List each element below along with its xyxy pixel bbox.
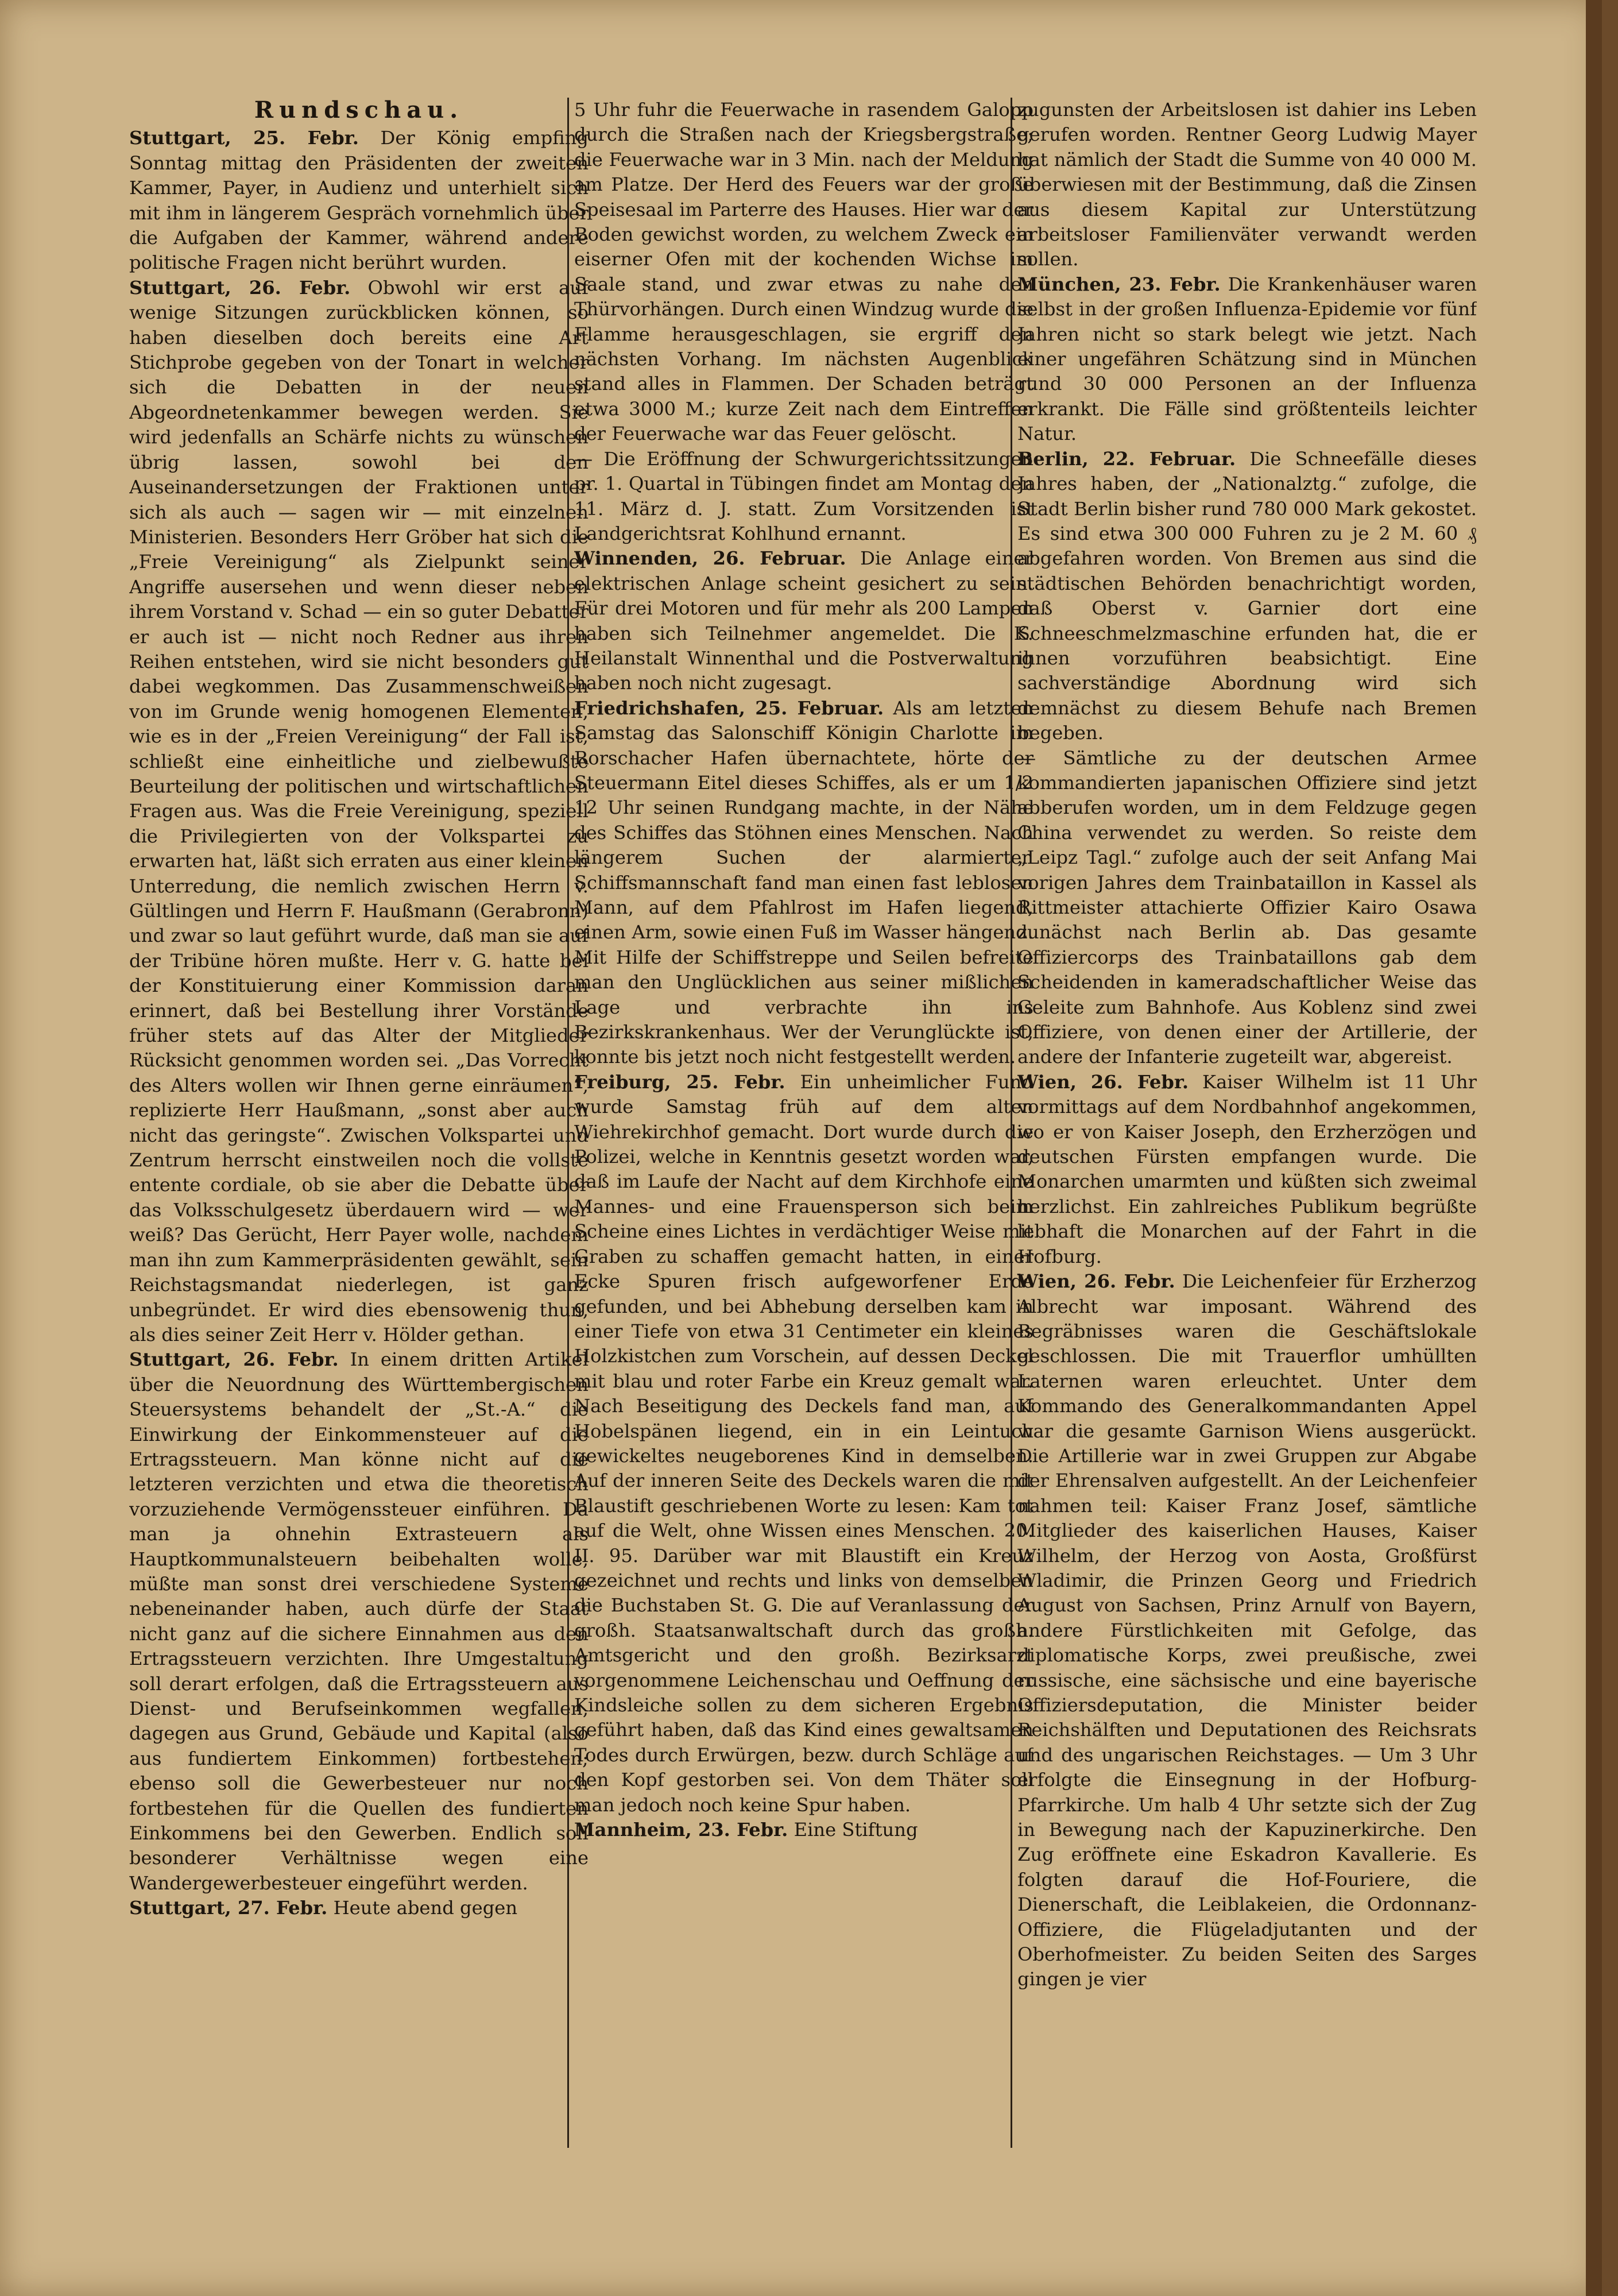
article-text: — Sämtliche zu der deutschen Armee kommandierten japanischen Offiziere sind jetzt abberufen worden, um in dem Feldzuge gegen China verwendet zu werden. So reiste dem „Leipz Tagl.“ zufolge auch der seit Anfang Mai vorigen Jahres dem Trainbataillon in Kassel als Rittmeister attachierte Offizier Kairo Osawa zunächst nach Berlin ab. Das gesamte Offiziercorps des Trainbataillons gab dem Scheidenden in kameradschaftlicher Weise das Geleite zum Bahnhofe. Aus Koblenz sind zwei Offiziere, von denen einer der Artillerie, der andere der Infanterie zugeteilt war, abgereist. <box>1017 747 1477 1068</box>
article-text: Der König empfing Sonntag mittag den Präsidenten der zweiten Kammer, Payer, in Audienz und unterhielt sich mit ihm in längerem Gespräch vornehmlich über die Aufgaben der Kammer, während andere politische Fragen nicht berührt wurden. <box>129 127 589 274</box>
article-paragraph <box>129 126 589 275</box>
article-text: Die Leichenfeier für Erzherzog Albrecht war imposant. Während des Begräbnisses waren die Geschäftslokale geschlossen. Die mit Trauerflor umhüllten Laternen waren erleuchtet. Unter dem Kommando des Generalkommandanten Appel war die gesamte Garnison Wiens ausgerückt. Die Artillerie war in zwei Gruppen zur Abgabe der Ehrensalven aufgestellt. An der Leichenfeier nahmen teil: Kaiser Franz Josef, sämtliche Mitglieder des kaiserlichen Hauses, Kaiser Wilhelm, der Herzog von Aosta, Großfürst Wladimir, die Prinzen Georg und Friedrich August von Sachsen, Prinz Arnulf von Bayern, andere Fürstlichkeiten mit Gefolge, das diplomatische Korps, zwei preußische, zwei russische, eine sächsische und eine bayerische Offiziersdeputation, die Minister beider Reichshälften und Deputationen des Reichsrats und des ungarischen Reichstages. — Um 3 Uhr erfolgte die Einsegnung in der Hofburg-Pfarrkirche. Um halb 4 Uhr setzte sich der Zug in Bewegung nach der Kapuzinerkirche. Den Zug eröffnete eine Eskadron Kavallerie. Es folgten darauf die Hof-Fouriere, die Dienerschaft, die Leiblakeien, die Ordonnanz-Offiziere, die Flügeladjutanten und der Oberhofmeister. Zu beiden Seiten des Sarges gingen je vier <box>1017 1270 1477 1990</box>
article-paragraph <box>129 276 589 1347</box>
dateline: Stuttgart, 26. Febr. <box>129 1348 339 1371</box>
article-text: Die Krankenhäuser waren selbst in der großen Influenza-Epidemie vor fünf Jahren nicht so stark belegt wie jetzt. Nach einer ungefähren Schätzung sind in München rund 30 000 Personen an der Influenza erkrankt. Die Fälle sind größtenteils leichter Natur. <box>1017 273 1477 445</box>
dateline: München, 23. Febr. <box>1017 273 1221 295</box>
article-text: Die Schneefälle dieses Jahres haben, der „Nationalztg.“ zufolge, die Stadt Berlin bisher rund 780 000 Mark gekostet. Es sind etwa 300 000 Fuhren zu je 2 M. 60 ₰ abgefahren worden. Von Bremen aus sind die städtischen Behörden benachrichtigt worden, daß Oberst v. Garnier dort eine Schneeschmelzmaschine erfunden hat, die er ihnen vorzuführen beabsichtigt. Eine sachverständige Abordnung wird sich demnächst zu diesem Behufe nach Bremen begeben. <box>1017 447 1477 744</box>
article-text: Kaiser Wilhelm ist 11 Uhr vormittags auf dem Nordbahnhof angekommen, wo er von Kaiser Joseph, den Erzherzögen und deutschen Fürsten empfangen wurde. Die Monarchen umarmten und küßten sich zweimal herzlichst. Ein zahlreiches Publikum begrüßte lebhaft die Monarchen auf der Fahrt in die Hofburg. <box>1017 1070 1477 1267</box>
article-paragraph <box>574 1818 1033 1842</box>
dateline: Freiburg, 25. Febr. <box>574 1070 785 1093</box>
column-3-body <box>1017 98 1477 1992</box>
dateline: Wien, 26. Febr. <box>1017 1270 1175 1293</box>
article-paragraph <box>574 98 1033 447</box>
article-paragraph <box>1017 447 1477 746</box>
dateline: Mannheim, 23. Febr. <box>574 1819 788 1841</box>
article-paragraph <box>129 1347 589 1896</box>
article-text: Eine Stiftung <box>788 1819 918 1841</box>
dateline: Berlin, 22. Februar. <box>1017 447 1236 470</box>
article-text: Als am letzten Samstag das Salonschiff Königin Charlotte im Rorschacher Hafen übernachtete, hörte der Steuermann Eitel dieses Schiffes, als er um 1/2 12 Uhr seinen Rundgang machte, in der Nähe des Schiffes das Stöhnen eines Menschen. Nach längerem Suchen der alarmierten Schiffsmannschaft fand man einen fast leblosen Mann, auf dem Pfahlrost im Hafen liegend, einen Arm, sowie einen Fuß im Wasser hängend. Mit Hilfe der Schiffstreppe und Seilen befreite man den Unglücklichen aus seiner mißlichen Lage und verbrachte ihn ins Bezirkskrankenhaus. Wer der Verunglückte ist, konnte bis jetzt noch nicht festgestellt werden. <box>574 697 1033 1068</box>
article-paragraph <box>129 1896 589 1920</box>
column-1 <box>129 98 589 2257</box>
dateline: Friedrichshafen, 25. Februar. <box>574 697 884 719</box>
dateline: Stuttgart, 27. Febr. <box>129 1897 328 1919</box>
article-text: Ein unheimlicher Fund wurde Samstag früh auf dem alten Wiehrekirchhof gemacht. Dort wurde durch die Polizei, welche in Kenntnis gesetzt worden war, daß im Laufe der Nacht auf dem Kirchhofe eine Mannes- und eine Frauensperson sich beim Scheine eines Lichtes in verdächtiger Weise mit Graben zu schaffen gemacht hatten, in einer Ecke Spuren frisch aufgeworfener Erde gefunden, und bei Abhebung derselben kam in einer Tiefe von etwa 31 Centimeter ein kleines Holzkistchen zum Vorschein, auf dessen Deckel mit blau und roter Farbe ein Kreuz gemalt war. Nach Beseitigung des Deckels fand man, auf Hobelspänen liegend, ein in ein Leintuch gewickeltes neugeborenes Kind in demselben. Auf der inneren Seite des Deckels waren die mit Blaustift geschriebenen Worte zu lesen: Kam tot auf die Welt, ohne Wissen eines Menschen. 20. II. 95. Darüber war mit Blaustift ein Kreuz gezeichnet und rechts und links von demselben die Buchstaben St. G. Die auf Veranlassung der großh. Staatsanwaltschaft durch das großh. Amtsgericht und den großh. Bezirksarzt vorgenommene Leichenschau und Oeffnung der Kindsleiche sollen zu dem sicheren Ergebnis geführt haben, daß das Kind eines gewaltsamen Todes durch Erwürgen, bezw. durch Schläge auf den Kopf gestorben sei. Von dem Thäter soll man jedoch noch keine Spur haben. <box>574 1070 1033 1816</box>
column-1-body <box>129 126 589 1920</box>
page-edge <box>1586 0 1602 2296</box>
article-text: Obwohl wir erst auf wenige Sitzungen zurückblicken können, so haben dieselben doch bereits eine Art Stichprobe gegeben von der Tonart in welcher sich die Debatten in der neuen Abgeordnetenkammer bewegen werden. Sie wird jedenfalls an Schärfe nichts zu wünschen übrig lassen, sowohl bei den Auseinandersetzungen der Fraktionen unter sich als auch — sagen wir — mit einzelnen Ministerien. Besonders Herr Gröber hat sich die „Freie Vereinigung“ als Zielpunkt seiner Angriffe ausersehen und wenn dieser neben ihrem Vorstand v. Schad — ein so guter Debatter er auch ist — nicht noch Redner aus ihren Reihen entstehen, wird sie nicht besonders gut dabei wegkommen. Das Zusammenschweißen von im Grunde wenig homogenen Elementen, wie es in der „Freien Vereinigung“ der Fall ist, schließt eine einheitliche und zielbewußte Beurteilung der politischen und wirtschaftlichen Fragen aus. Was die Freie Vereinigung, speziell die Privilegierten von der Volkspartei zu erwarten hat, läßt sich erraten aus einer kleinen Unterredung, die nemlich zwischen Herrn v. Gültlingen und Herrn F. Haußmann (Gerabronn) und zwar so laut geführt wurde, daß man sie auf der Tribüne hören mußte. Herr v. G. hatte bei der Konstituierung einer Kommission daran erinnert, daß bei Bestellung ihrer Vorstände früher stets auf das Alter der Mitglieder Rücksicht genommen worden sei. „Das Vorrecht des Alters wollen wir Ihnen gerne einräumen“, replizierte Herr Haußmann, „sonst aber auch nicht das geringste“. Zwischen Volkspartei und Zentrum herrscht einstweilen noch die vollste entente cordiale, ob sie aber die Debatte über das Volksschulgesetz überdauern wird — wer weiß? Das Gerücht, Herr Payer wolle, nachdem man ihn zum Kammerpräsidenten gewählt, sein Reichstagsmandat niederlegen, ist ganz unbegründet. Er wird dies ebensowenig thun, als dies seiner Zeit Herr v. Hölder gethan. <box>129 276 589 1346</box>
article-text: Heute abend gegen <box>327 1897 518 1919</box>
column-2-body <box>574 98 1033 1842</box>
article-paragraph <box>1017 98 1477 272</box>
section-title: Rundschau. <box>254 98 464 123</box>
article-text: — Die Eröffnung der Schwurgerichtssitzungen pr. 1. Quartal in Tübingen findet am Montag den 11. März d. J. statt. Zum Vorsitzenden ist Landgerichtsrat Kohlhund ernannt. <box>574 447 1033 544</box>
article-text: 5 Uhr fuhr die Feuerwache in rasendem Galopp durch die Straßen nach der Kriegsbergstraße; die Feuerwache war in 3 Min. nach der Meldung am Platze. Der Herd des Feuers war der große Speisesaal im Parterre des Hauses. Hier war der Boden gewichst worden, zu welchem Zweck ein eiserner Ofen mit der kochenden Wichse im Saale stand, und zwar etwas zu nahe den Thürvorhängen. Durch einen Windzug wurde die Flamme herausgeschlagen, sie ergriff den nächsten Vorhang. Im nächsten Augenblick stand alles in Flammen. Der Schaden beträgt etwa 3000 M.; kurze Zeit nach dem Eintreffen der Feuerwache war das Feuer gelöscht. <box>574 99 1033 445</box>
article-paragraph <box>574 447 1033 547</box>
dateline: Wien, 26. Febr. <box>1017 1070 1189 1093</box>
dateline: Stuttgart, 26. Febr. <box>129 276 351 299</box>
article-paragraph <box>1017 746 1477 1070</box>
article-paragraph <box>1017 1269 1477 1992</box>
article-paragraph <box>574 696 1033 1070</box>
article-paragraph <box>1017 1070 1477 1269</box>
dateline: Stuttgart, 25. Febr. <box>129 127 359 149</box>
article-text: zugunsten der Arbeitslosen ist dahier ins Leben gerufen worden. Rentner Georg Ludwig Mayer hat nämlich der Stadt die Summe von 40 000 M. überwiesen mit der Bestimmung, daß die Zinsen aus diesem Kapital zur Unterstützung arbeitsloser Familienväter verwandt werden sollen. <box>1017 99 1477 270</box>
article-text: Die Anlage einer elektrischen Anlage scheint gesichert zu sein. Für drei Motoren und für mehr als 200 Lampen haben sich Teilnehmer angemeldet. Die K. Heilanstalt Winnenthal und die Postverwaltung haben noch nicht zugesagt. <box>574 547 1033 694</box>
article-paragraph <box>574 546 1033 695</box>
article-text: In einem dritten Artikel über die Neuordnung des Württembergischen Steuersystems behandelt der „St.-A.“ die Einwirkung der Einkommensteuer auf die Ertragssteuern. Man könne nicht auf die letzteren verzichten und etwa die theoretisch vorzuziehende Vermögenssteuer einführen. Da man ja ohnehin Extrasteuern als Hauptkommunalsteuern beibehalten wolle, müßte man sonst drei verschiedene Systeme nebeneinander haben, auch dürfe der Staat nicht ganz auf die sichere Einnahmen aus den Ertragssteuern verzichten. Ihre Umgestaltung soll derart erfolgen, daß die Ertragssteuern aus Dienst- und Berufseinkommen wegfallen, dagegen aus Grund, Gebäude und Kapital (also aus fundiertem Einkommen) fortbestehen; ebenso soll die Gewerbesteuer nur noch fortbestehen für die Quellen des fundierten Einkommens bei den Gewerben. Endlich soll besonderer Verhältnisse wegen eine Wandergewerbesteuer eingeführt werden. <box>129 1348 589 1894</box>
article-paragraph <box>574 1070 1033 1818</box>
column-3 <box>1017 98 1477 2257</box>
article-paragraph <box>1017 272 1477 447</box>
column-2 <box>574 98 1033 2257</box>
dateline: Winnenden, 26. Februar. <box>574 547 846 570</box>
